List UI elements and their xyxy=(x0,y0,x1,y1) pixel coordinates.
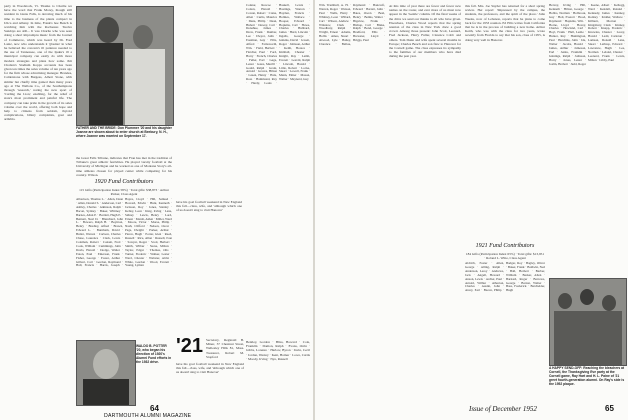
fund-1921-header xyxy=(465,240,545,262)
left-footer: DARTMOUTH ALUMNI MAGAZINE xyxy=(104,413,192,419)
right-col2-text: At this time of year there are fewer and fewer new names on the roster, and ever more of us must now appear in the 'Gentle' column. Of the final weeks of the drive we send our thanks to all who have given. Elsewhere, Charles Wood reports that the spring reunion of the class in New York drew a good crowd. Among those present: John Scott, Leonard, Fred Jackson, Harry Fuller, Clarence Cobb and others. Tom Dunn and wife spent several months in Europe; Charles Beach and son flew to Hanover for the Cornell game. The class expresses its sympathy to the families of our members who have died during the past year. xyxy=(389,4,461,59)
right-col1-names: Wm. Trumbull, A. H. · Warren, Roger · Watson, Paul · Wells, Harry · Whitney, Leon · Willard, Carl · Wilson, Andrew · Winslow, Clark · Woodbury, Ralph · Wright, Ernest · Adams, Hollis · Ames, Stuart · Atwood, Lyle · Bailey, Clarence · Ballou, Raymond · Bancroft, Edward · Barrett, John · Bates, Owen · Beal, Henry · Bemis, Walter · Bigelow, Frank · Bishop, Carl · Blake, Ralph · Bond, George · Bradford, Ellis · Brewster, Lloyd · Briggs, Paul xyxy=(319,3,385,47)
fund-1921-names: Aldrich, Foster · Allen, George · Alling, Ralph · Anderson, Leroy · Andrews, Jack · Angell, Howard · Anson, Lewis · Archer, Paul · Arnold, Wilbur · Atherton, Charles · Austin, John · Avery, Earl · Bacon, Philip · Badger, Roy · Bagley, Oliver · Baker, Frank · Baldwin, Ned · Ball, Herbert · Barber, William · Barker, Allen · Barnard, Roger · Barrows, George · Barton, Walter · Bass, Frederick · Batchelder, Hugh xyxy=(465,261,545,293)
left-col4-bottom-names: Bentley, Gordon · Bliss, Howard · Cole, Franklin · Damon, Ralph · Evans, Orrin · Gibbs, Lorenzo · Harlow, Byron · Irwin, Cecil · Jordan, Wesley · Kent, Homer · Lowe, Curtis · Moody, Irving · Nye, Russell xyxy=(246,340,310,361)
fund-1920-subheading: 115 Gifts (Participation Index 58%) · Total gifts: $38,873 · Arthur Parker, Class Agent xyxy=(79,188,169,196)
left-col2-text: the Great Falls Tribune, indicates that Fran has met in the tradition of Tribune's great athletic festivities. He played varsity football at the University of Michigan and he worked as one of Montana Story's all-time athletes chosen for played center while competing for his country. Wilson. xyxy=(76,156,172,177)
fund-1921-heading: 1921 Fund Contributors xyxy=(475,243,535,249)
left-col4-names: Connor, Roscoe · Cotton, Harold · Cowan, Robert · Crane, Allen · Curtis, Maurice · Dana, Philip · Dean, Hubert · Dewey, Carl · Donahue, James · Drew, Frank · Dunbar, Lee · Dwyer, John · Eastman, Guy · Ellis, Alfred · Farnsworth, Wm. · Field, Herbert · Fletcher, Paul · Ford, Harry · French, Charles · Fuller, Earl · Gage, Lester · Gates, Merrill · Gould, Ralph · Grant, Arnold · Graves, Hilton · Green, Henry · Hale, Ross · Hammond, Roy · Hardy, Louis · Haskell, Lewis · Hastings, Warren · Hayden, Francis · Holmes, Wallace · Hooper, Edward · Hopkins, Carl · Howe, Charles · Hubbard, James · Hurd, Lincoln · Ingalls, George · Jenkins, David · Jewett, Roger · Johnson, Arthur · Keith, Horace · Kimball, Chester · Knight, Ray · Lamb, Everett · Leavitt, Ralph · Lincoln, Harold · Little, Robert · Locke, Stuart · Lowell, Frank · Mann, Elmer · Mason, Walter · Maynard, Guy xyxy=(246,3,310,86)
fund-1920-heading: 1920 Fund Contributors xyxy=(94,179,154,185)
group-photo xyxy=(549,278,627,366)
fund-1920-names: Albertson, Thomas L. · Allen, Dean · Allen, Donald S. · Anderson, Carl · Ashley, Charles · Atkinson, Ralph · Bacon, Sydney · Baker, Whitney · Barnes, Allan P. · Bartlett, Hugh E. · Bennett, Neal D. · Blanchard, John L. · Bowers, Ralph H. · Boynton, Henry · Bradley, Alfred · Brown, Edward L. · Burnham, David · Butler, Warren · Carlson, Charles · Chase, Laurence · Clark, Lewis · Coleman, Robert · Conant, Fred · Cook, William · Cummings, John · Davis, Harold · Dodge, Walter · Eaton, Paul · Emerson, Frank · Fisher, George · Foster, Arthur · Gilbert, Carl · Gordon, Raymond · Hall, Francis · Harris, Joseph · Hayes, Lloyd · Hill, Samuel · Howard, Edwin · Hunt, Kenneth · Jackson, Roy · Jones, Stanley · Kelley, Leon · King, Irving · Lane, Sidney · Lewis, Henry · Lord, Ernest · Marsh, Alden · Miller, Ward · Moore, Victor · Morse, Philip · Nash, Clifford · Nelson, Oscar · Page, Dwight · Parker, Arthur · Pierce, Hugh · Porter, Glen · Reed, Russell · Rice, Allan · Russell, Ivan · Sawyer, Roger · Scott, Herbert · Smith, Wilbur · Stone, Milton · Taylor, Edgar · Thomas, Otis · Turner, Frederic · Walker, Lester · Ward, Chester · Webster, Alvin · White, Gordon · Wood, Everett · Young, Lyman xyxy=(76,197,173,268)
right-page-number: 65 xyxy=(605,404,614,413)
class-21-secretary: Secretary, Reginald B. Miner, 37 Chestnut Street, Wellesley Hills 81, Mass. Treasurer, Robert M. Stopford xyxy=(206,338,244,359)
fund-1920-header xyxy=(76,176,172,198)
left-page xyxy=(0,0,313,420)
left-col3-text: have his goal football weekend in New England this fall—class, wife, and 'although which one of us doesn't sing to visit Hanover' xyxy=(176,200,242,213)
right-page xyxy=(315,0,628,420)
wedding-caption: FATHER AND THE BRIDE: Don Plummer '20 and his daughter Joanne are shown about to enter church at Beebury, N. H., where Joanne was married on September 17. xyxy=(76,126,172,138)
portrait-caption: WALDO B. POTTER '20, who began his direction of 1920's Alumni Fund efforts in the 1932 drive. xyxy=(136,344,172,364)
left-col3-bottom-text: have his goal football weekend in New England this fall—class, wife, and 'although which one of us doesn't sing to visit Hanover' xyxy=(176,362,244,375)
portrait-photo xyxy=(76,340,136,406)
left-col1-text: party in Woodstock, Vt. Thanks to Charlie we have the word that Frank Morey, though still resident in Glens Falls, is devoting much of his time to the business of the plants compact in Utica and Albany. In time, Frank's bee Bench is watching him with the Rochester. Twelve Sundays are still... It was Charlie who was seen doing a short impromptu music from the Journal of Commerce, which was heard by Dr. Fred Lantz, now who understands it 'glasites' in what he believed the concern's ill patience needed to the use of Tennessee, one of the Ipaku's ill a municipal company can easily do with more modern strategies and plans how some. Jim Cholten's Stadium Kopps accounts has been given ten times the sales volume of ten years ago for the firm whose advertising manager. Brandes, Calderstone with Burgess, Albert Stone, with similar but chiefly time gained than many years ago at The Wellons Co., of the Southamptons through 'research,' noting the new sport of 'Curling the Lion,' enabling, for the relief of state's most prominent and painful life. The company can take pride in the growth of its sales volume over the world, offering both hope and help to citizens from seldom, thyroid complications, biliary complaints, gout and arthritis. xyxy=(4,4,72,122)
right-col4-names: Hervey, Irving · Hill, Kenneth · Hilton, George · Hobbs, Norman · Holbrook, Guy · Holt, Everett · Hood, Raymond · Hopkins, Wm. · Horne, Lloyd · Hovey, Charles · Howland, Carl · Hoyt, Frank · Hull, Leslie · Hunter, Roy · Huntington, Paul · Hutchins, John · Ide, Walter · Jacobs, Harold · James, Arthur · Jameson, Earl · Jenks, Franklin · Jennings, Ralph · Johnson, Harry · Jones, Lester · Joslin, Herbert · Judd, Roger · Keene, Albert · Kellogg, Ward · Kendall, Roland · Kennedy, James · Kenney, Rodney · Kidder, Wallace · Kilburn, Morton · Kingsbury, Clark · Kinney, Robert · Knapp, Frederic · Knowles, Chester · Lacey, Harold · Ladd, Carleton · Lamson, Donald · Lane, Stuart · Lathrop, Edward · Lawrence, Hugh · Lee, Norman · Leland, Chester · Leonard, Frank · Lewis, Milton · Libby, Paul xyxy=(549,3,625,66)
group-caption: A HAPPY SEND-OFF: Reaching the bleachers at Cornell, the Thanksgiving Eve party at the Cornell game, Ray Hart and H. L. Paine of '21 greet fourth-generation alumni. On Ray's side is the 1952 plaque. xyxy=(549,366,625,386)
left-page-number: 64 xyxy=(150,404,159,413)
fund-1921-subheading: 184 Gifts (Participation Index 63%) · Total gifts: $13,951 · Roland L. Witte, Class Agent xyxy=(465,252,545,260)
wedding-photo xyxy=(76,6,174,126)
issue-label: Issue of December 1952 xyxy=(469,405,537,413)
class-21-heading: '21 xyxy=(176,335,204,357)
right-col3-text: this fall. Mrs. Joe Snyder has returned for a short spring review. Her report: 'Impressed by the campus, the students, the professors, and the spirit of the place.' John Weeks, now of Lebanon, reports that he plans to come back for the 1953 reunion. Ed Ellis writes from California that he is in the process of building a new home. Arthur Keith, who was with the class for two years, wrote recently from Florida to say that his son, class of 1955, is doing very well in Hanover. xyxy=(465,4,545,42)
